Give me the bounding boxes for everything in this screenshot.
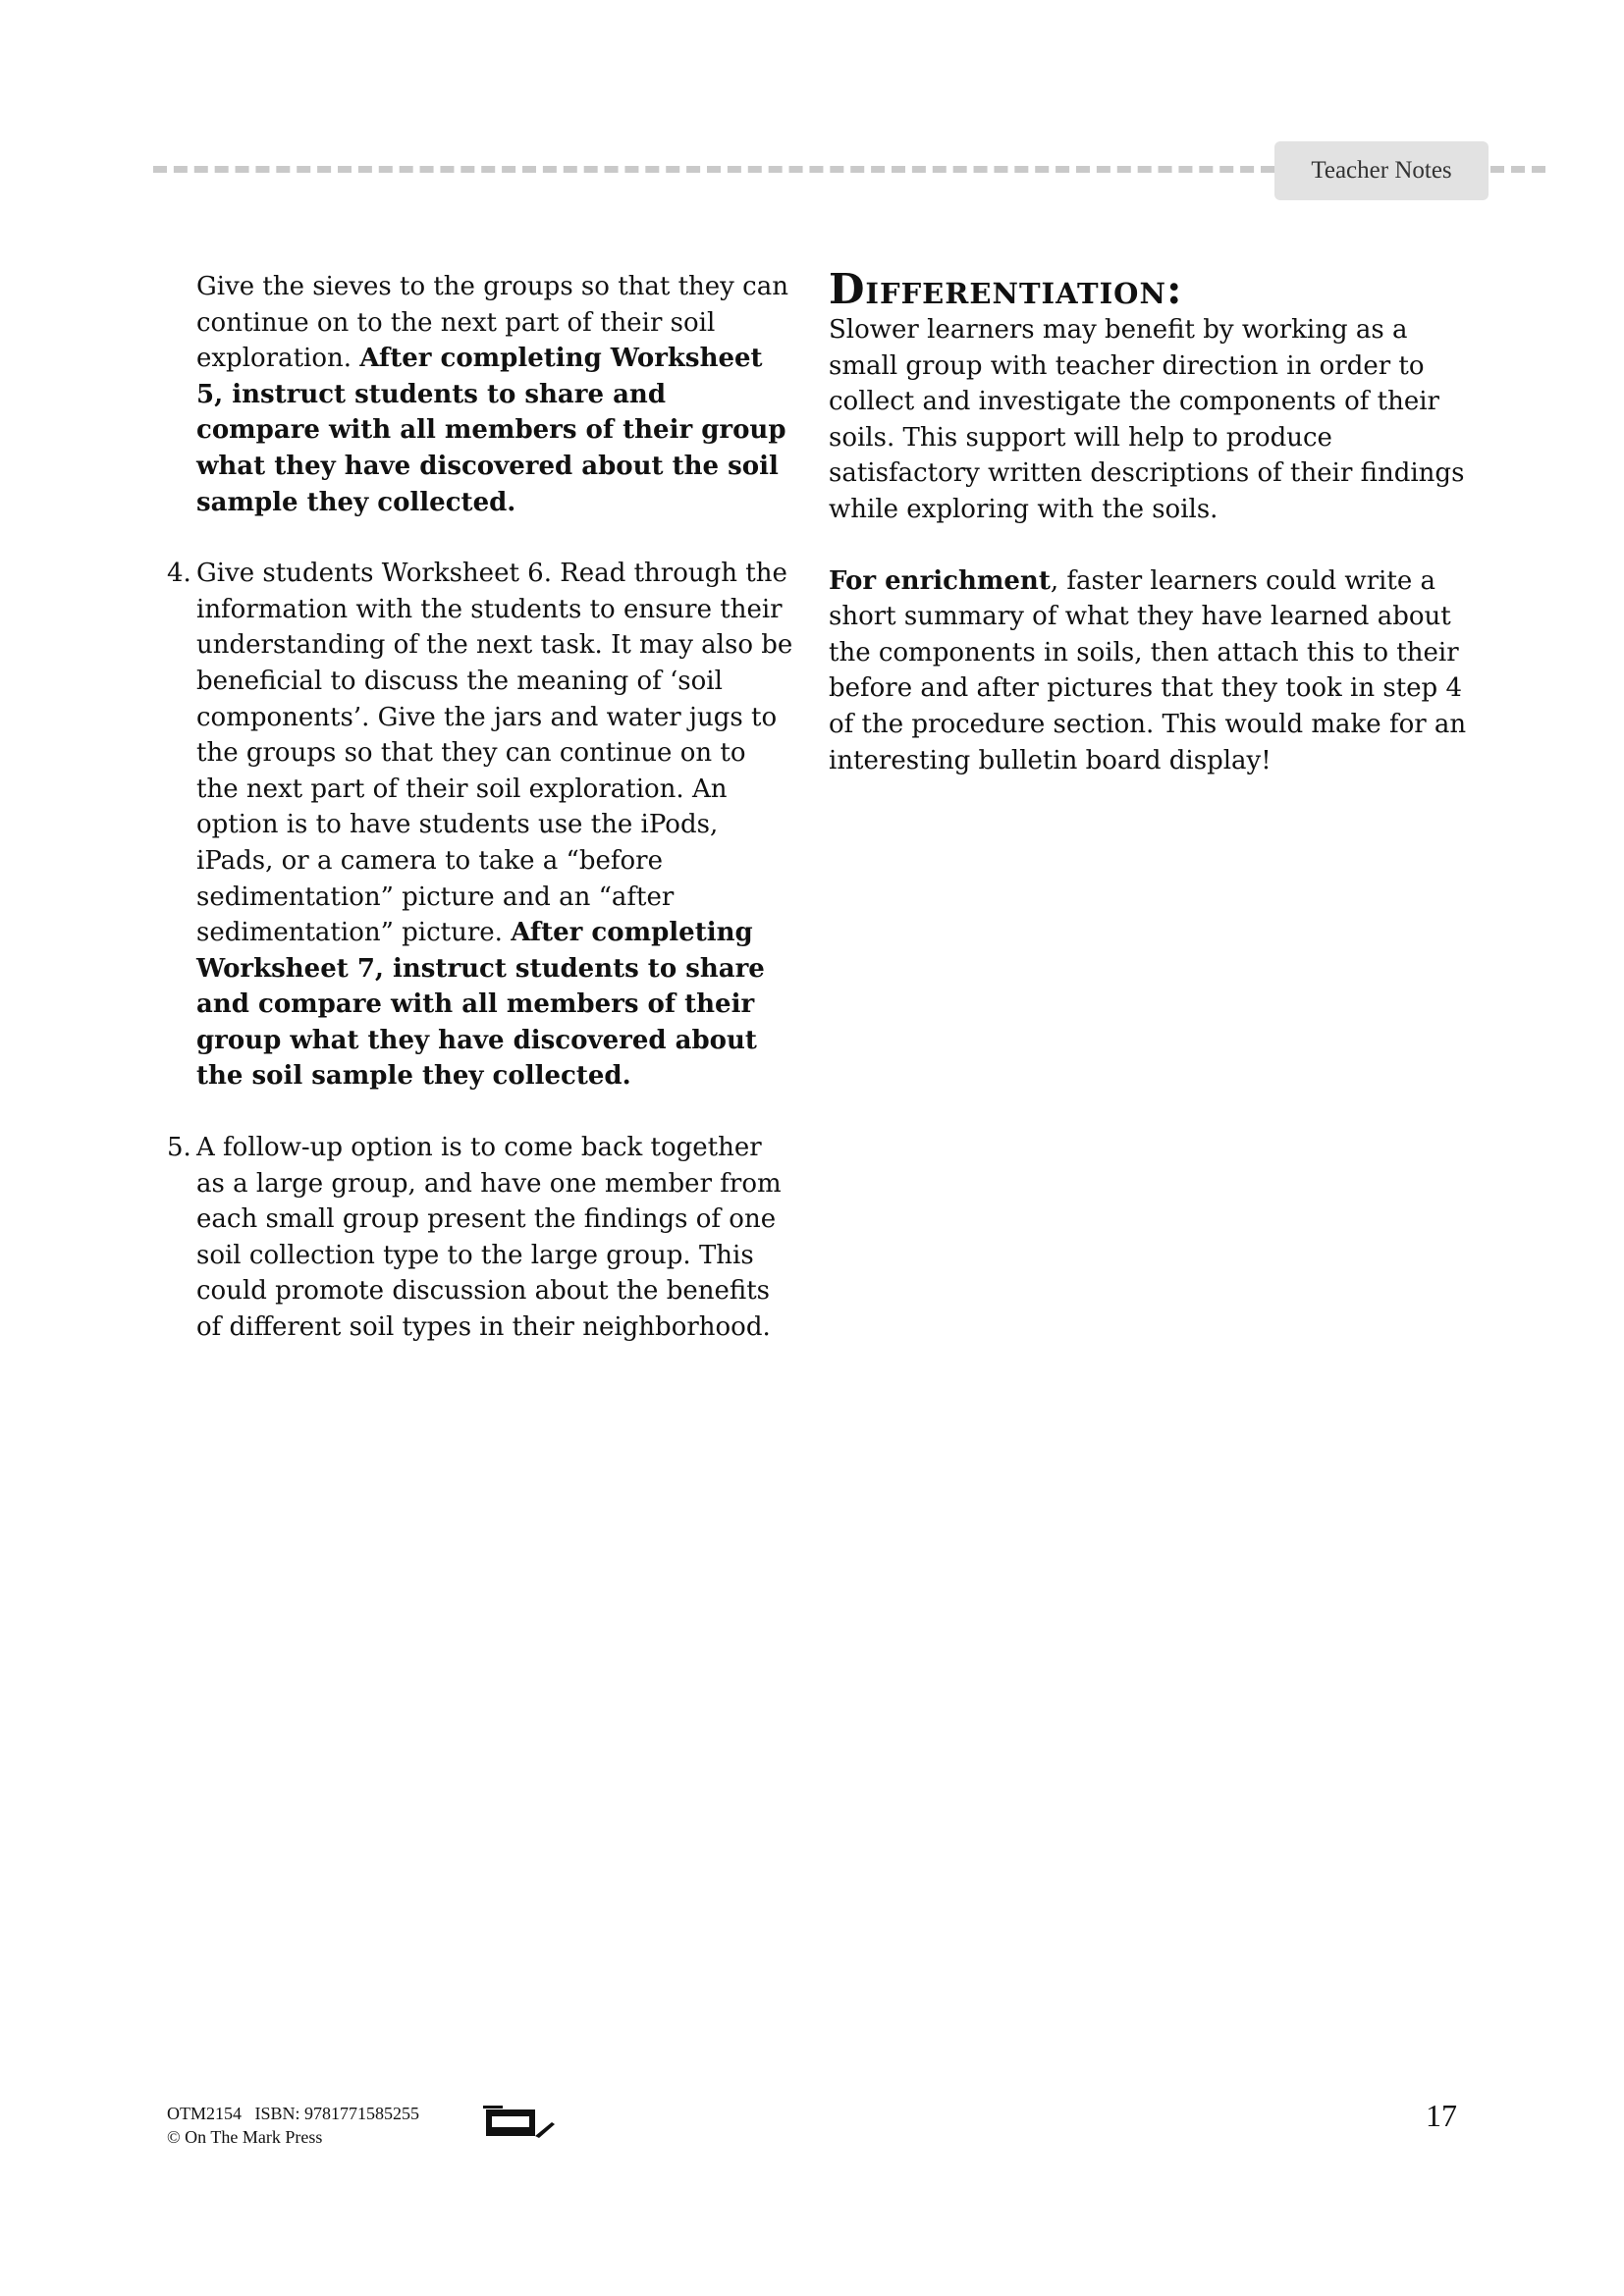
header-tab xyxy=(1274,141,1489,200)
continuation-bold-text: After completing Worksheet 5, instruct students to share and compare with all members of their group what they have discovered about the soil sample they collected. xyxy=(196,344,786,517)
enrichment-paragraph xyxy=(829,563,1467,779)
header-divider-right xyxy=(1490,166,1545,173)
enrichment-label: For enrichment xyxy=(829,565,1051,596)
enrichment-text: , faster learners could write a short summary of what they have learned about the components in soils, then attach this to their before and after pictures that they took in step 4 of the procedure section. This would make for an interesting bulletin board display! xyxy=(829,565,1467,775)
list-item-5 xyxy=(167,1130,795,1346)
page-number: 17 xyxy=(1426,2098,1457,2133)
header-tab-label: Teacher Notes xyxy=(1311,157,1452,184)
list-item-bold-text: After completing Worksheet 7, instruct students to share and compare with all members of their group what they have discovered about the soil sample they collected. xyxy=(196,918,765,1092)
differentiation-heading: Differentiation: xyxy=(829,265,1183,313)
list-item-number: 5. xyxy=(167,1133,191,1163)
footer-line-1 xyxy=(167,2102,419,2125)
list-item-4 xyxy=(167,556,795,1095)
header-divider-left xyxy=(153,166,1274,173)
book-logo-icon xyxy=(483,2104,562,2143)
footer-copyright: © On The Mark Press xyxy=(167,2127,323,2147)
left-column xyxy=(167,269,795,1381)
list-item-text: Give students Worksheet 6. Read through the information with the students to ensure their understanding of the next task. It may also be beneficial to discuss the meaning of ‘soil components’. Give the jars and water jugs to the groups so that they can continue on to the next part of their soil exploration. An option is to have students use the iPods, iPads, or a camera to take a “before sedimentation” picture and an “after sedimentation” picture. xyxy=(196,559,793,948)
continuation-text: Give the sieves to the groups so that they can continue on to the next part of their soil exploration. xyxy=(196,272,788,374)
differentiation-paragraph: Slower learners may benefit by working as a small group with teacher direction in order to collect and investigate the components of their soils. This support will help to produce satisfactory written descriptions of their findings while exploring with the soils. xyxy=(829,315,1465,524)
footer-isbn: ISBN: 9781771585255 xyxy=(254,2104,420,2123)
footer-code: OTM2154 xyxy=(167,2104,242,2123)
continuation-paragraph xyxy=(167,269,795,520)
footer-meta xyxy=(167,2102,419,2149)
list-item-number: 4. xyxy=(167,559,191,589)
list-item-text: A follow-up option is to come back together as a large group, and have one member from each small group present the findings of one soil collection type to the large group. This could promote discussion about the benefits of different soil types in their neighborhood. xyxy=(196,1133,782,1343)
right-column xyxy=(829,265,1467,814)
